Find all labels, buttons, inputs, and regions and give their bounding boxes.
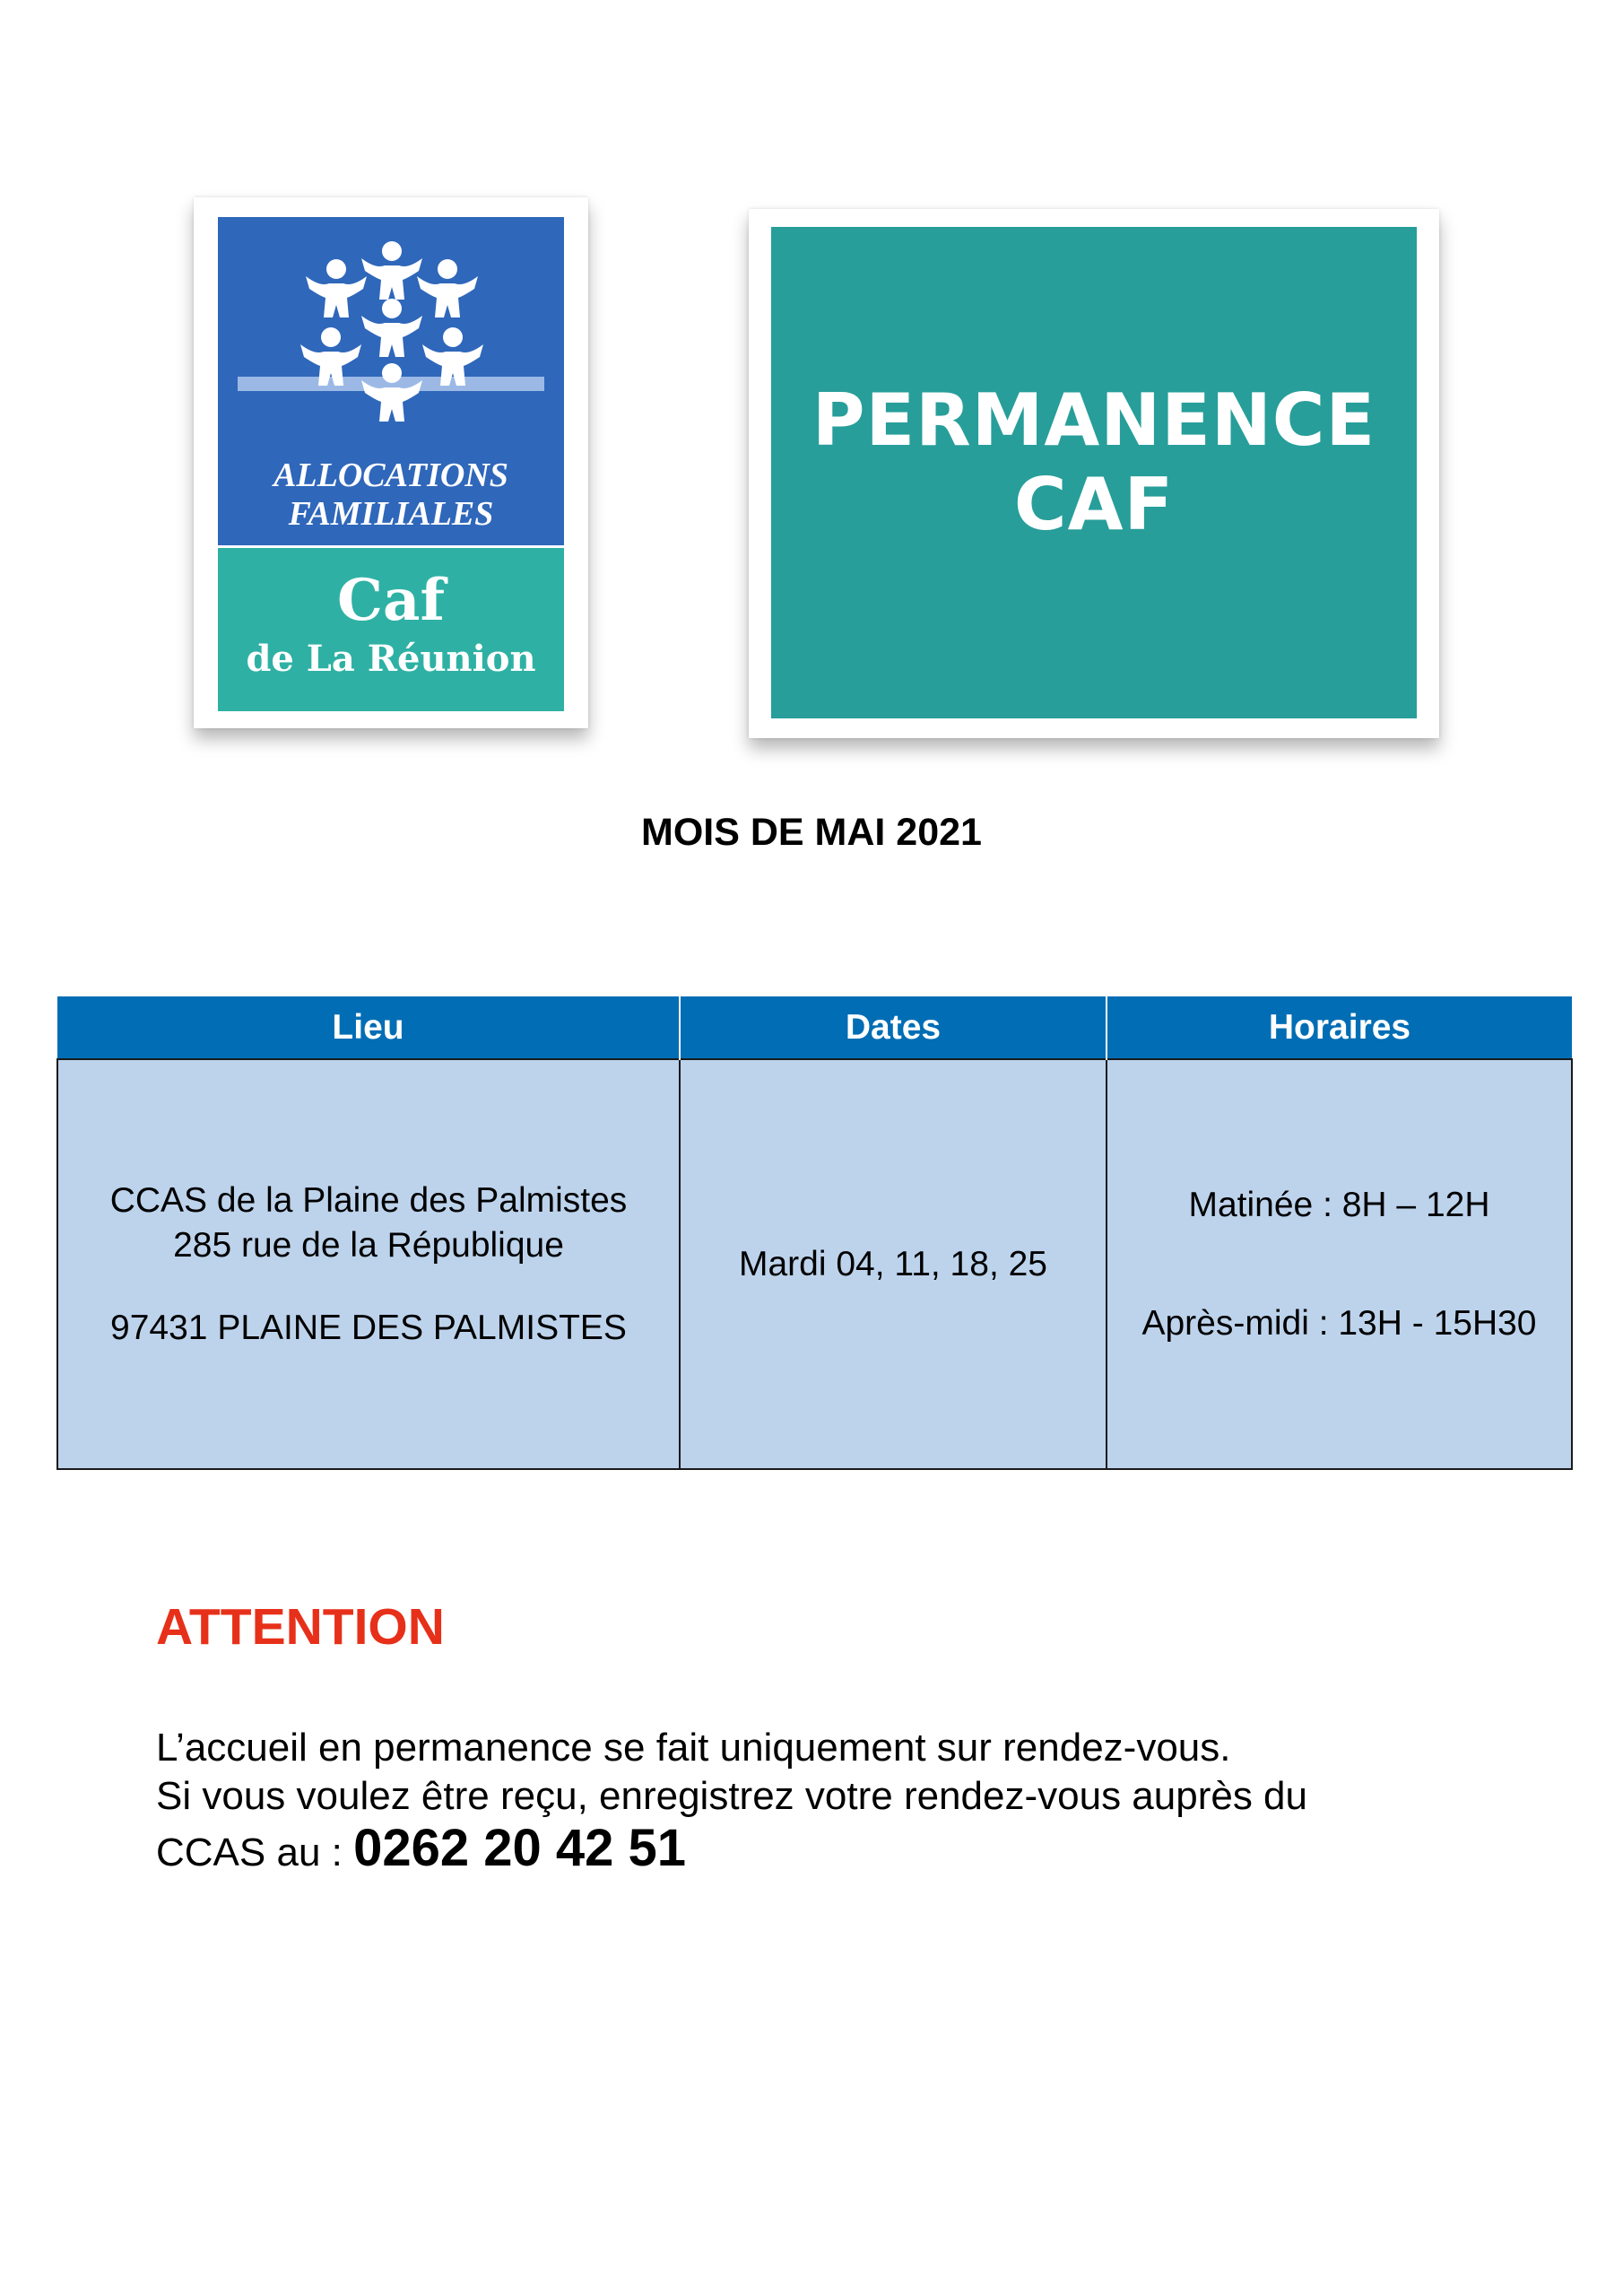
notice-line-1: L’accueil en permanence se fait uniquement sur rendez-vous. <box>156 1726 1231 1770</box>
cell-lieu <box>57 1059 680 1469</box>
column-header-horaires: Horaires <box>1107 996 1572 1059</box>
notice-phone-prefix: CCAS au : <box>156 1831 354 1874</box>
table-header-row <box>57 996 1572 1059</box>
table-row <box>57 1059 1572 1469</box>
caf-logo-bottom <box>218 545 564 711</box>
attention-title: ATTENTION <box>156 1598 445 1656</box>
notice-line-2: Si vous voulez être reçu, enregistrez votre rendez-vous auprès du <box>156 1774 1307 1818</box>
phone-number: 0262 20 42 51 <box>353 1819 687 1877</box>
column-header-lieu: Lieu <box>57 996 680 1059</box>
horaires-morning: Matinée : 8H – 12H <box>1188 1185 1490 1224</box>
page-title: MOIS DE MAI 2021 <box>641 811 982 854</box>
horaires-afternoon: Après-midi : 13H - 15H30 <box>1141 1303 1537 1343</box>
permanence-banner <box>771 227 1417 718</box>
family-figures-icon <box>288 233 496 448</box>
cell-horaires <box>1107 1059 1572 1469</box>
notice-line-3 <box>156 1819 687 1877</box>
cell-dates <box>680 1059 1107 1469</box>
caf-logo-region: de La Réunion <box>246 638 536 680</box>
caf-logo-word: Caf <box>337 567 445 634</box>
caf-logo-frame <box>194 197 588 728</box>
lieu-postcode-city: 97431 PLAINE DES PALMISTES <box>110 1308 627 1347</box>
caf-logo-line-2: FAMILIALES <box>288 495 494 533</box>
column-header-dates: Dates <box>680 996 1107 1059</box>
caf-logo-line-1: ALLOCATIONS <box>273 457 508 494</box>
dates-value: Mardi 04, 11, 18, 25 <box>739 1244 1047 1283</box>
horaires-spacer <box>1107 1228 1571 1301</box>
permanence-banner-frame <box>749 209 1439 738</box>
caf-logo-top <box>218 217 564 545</box>
permanence-banner-line-1: PERMANENCE <box>812 378 1376 462</box>
lieu-spacer <box>58 1268 679 1306</box>
schedule-table <box>56 996 1573 1470</box>
permanence-banner-line-2: CAF <box>1013 463 1175 546</box>
lieu-street: 285 rue de la République <box>173 1225 564 1265</box>
caf-logo <box>218 217 564 709</box>
lieu-name: CCAS de la Plaine des Palmistes <box>109 1180 628 1220</box>
